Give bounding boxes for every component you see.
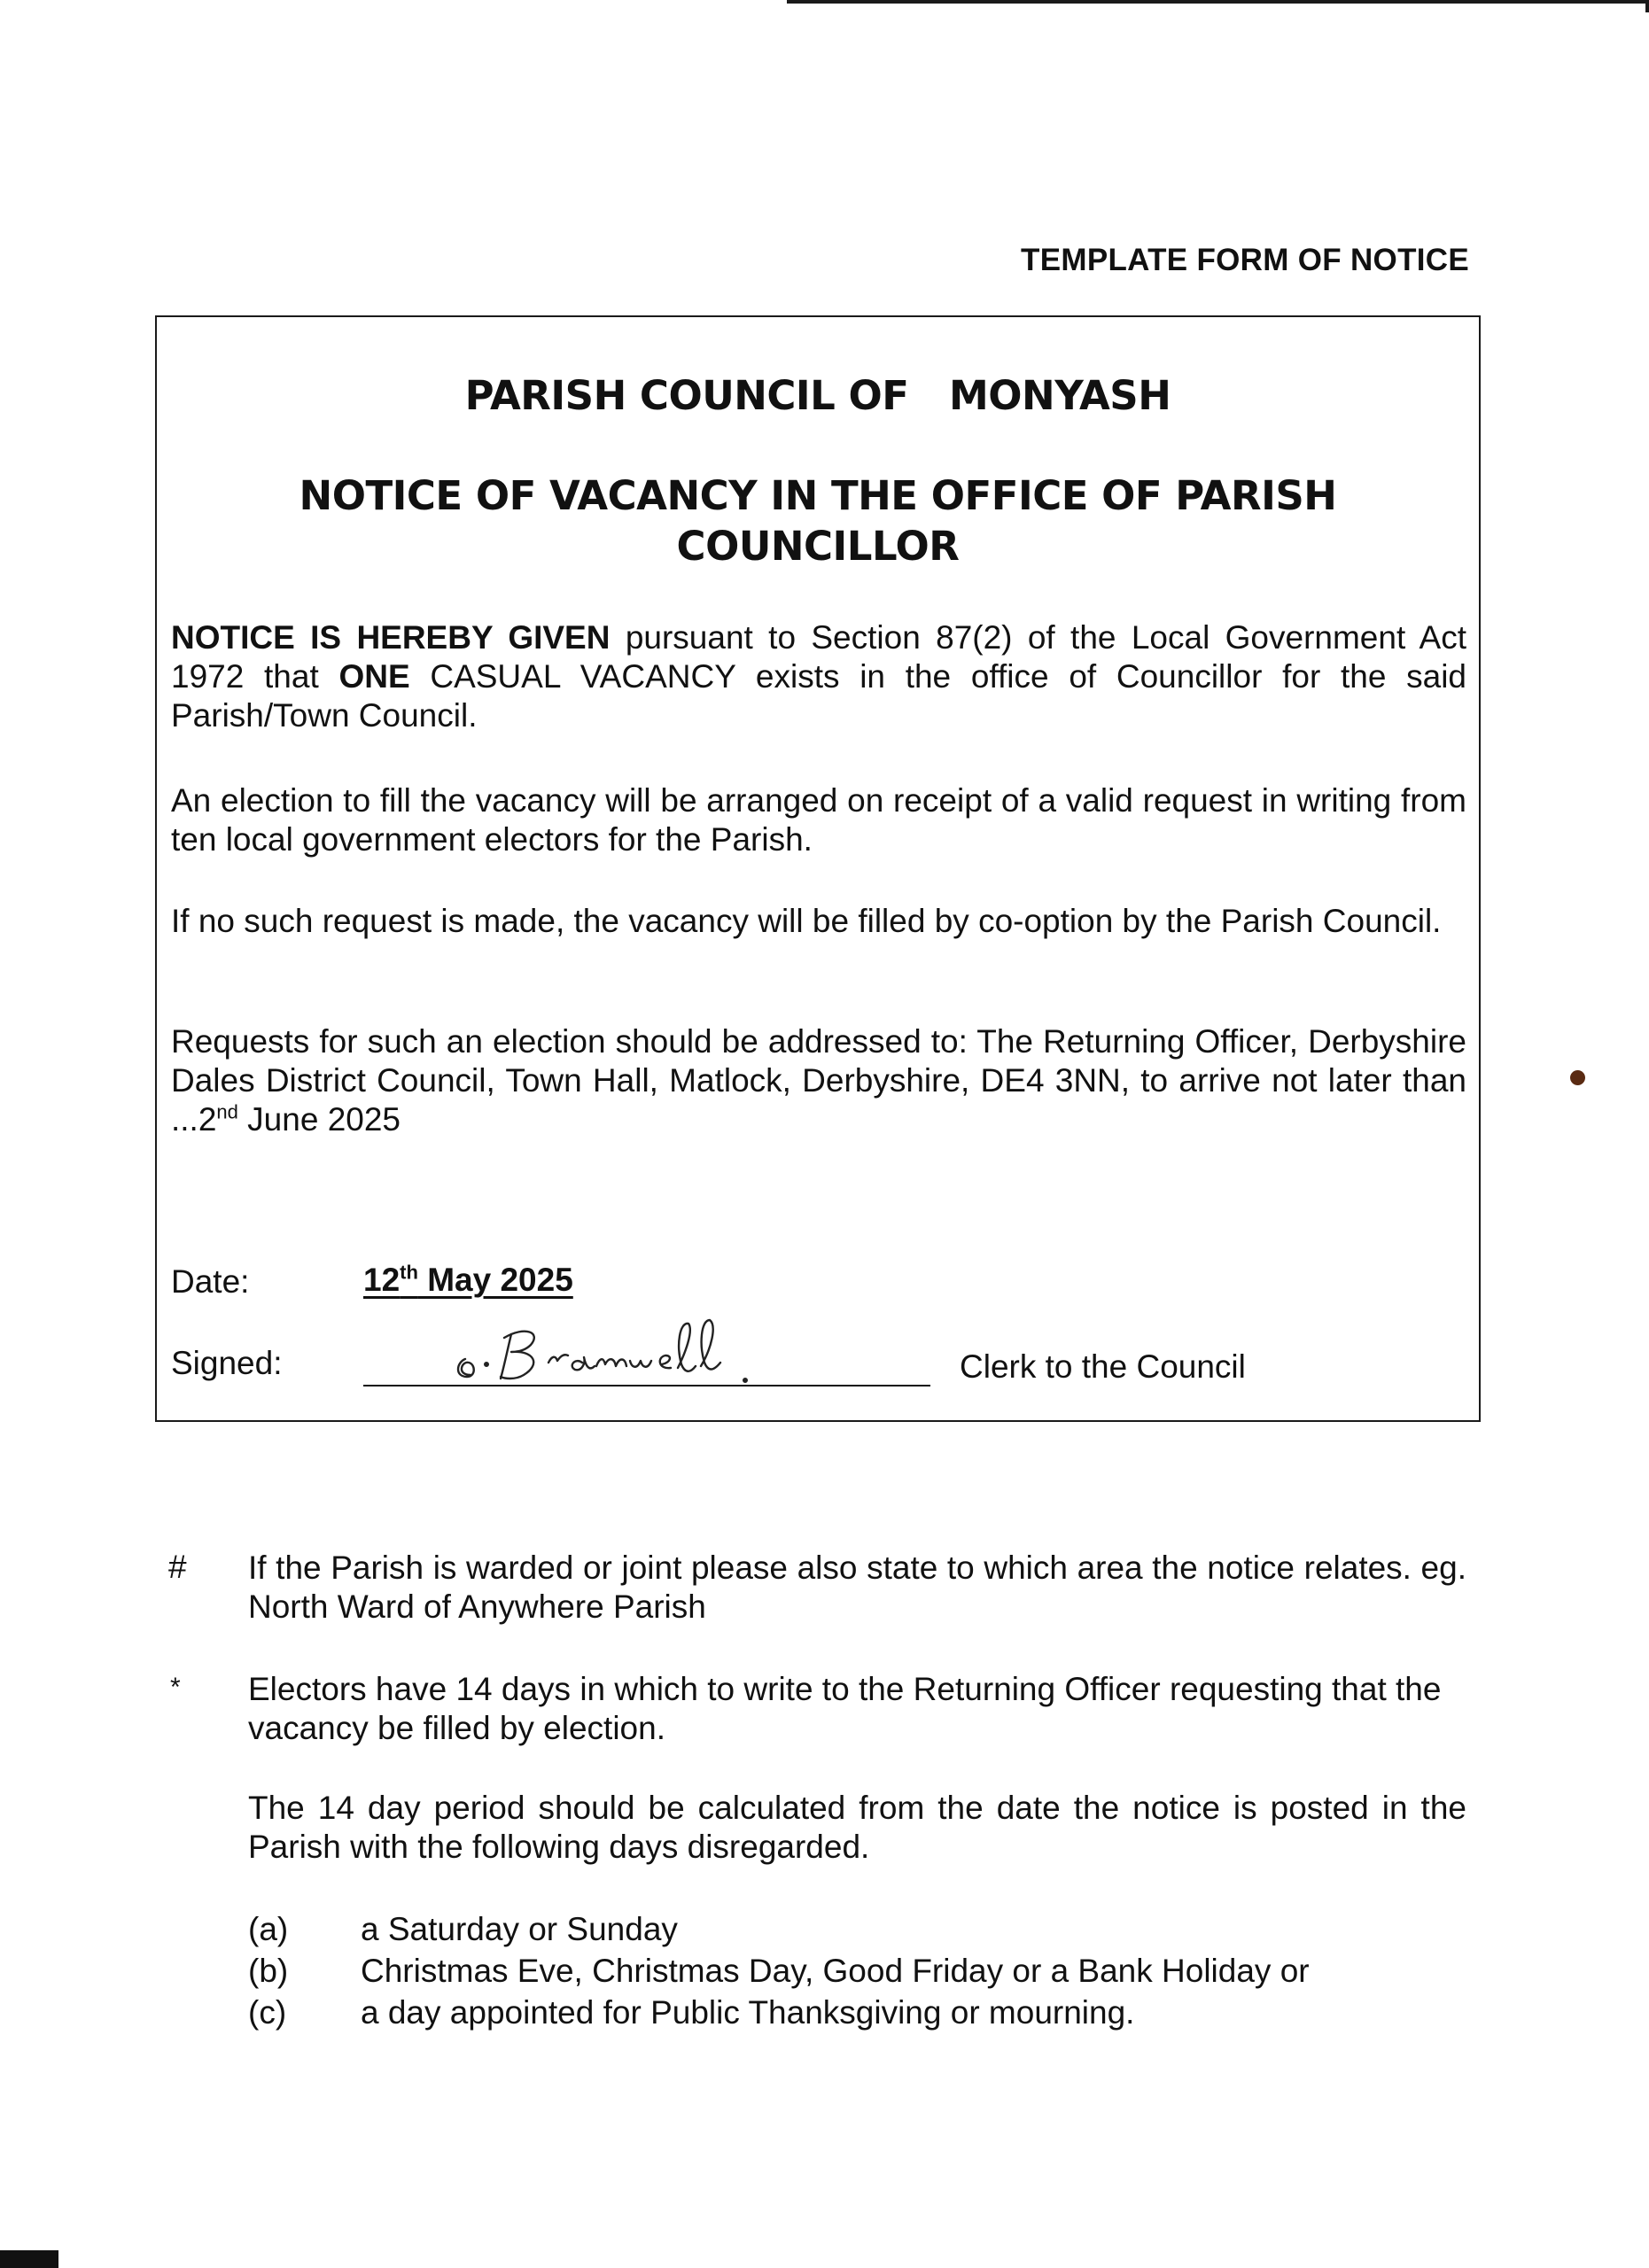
list-item-text: a day appointed for Public Thanksgiving or mourning. [361, 1994, 1135, 2031]
footnote-star-text: Electors have 14 days in which to write to the Returning Officer requesting that the vacancy be filled by election. [248, 1671, 1442, 1746]
notice-box [155, 315, 1481, 1422]
scan-edge-tick [1645, 0, 1649, 12]
notice-lead: NOTICE IS HEREBY GIVEN [171, 619, 611, 656]
scan-speck [1570, 1070, 1585, 1085]
vacancy-count: ONE [338, 658, 410, 695]
list-item-marker: (c) [248, 1994, 287, 2031]
footnote-hash-marker: # [168, 1549, 187, 1585]
request-address-text: Requests for such an election should be addressed to: The Returning Officer, Derbyshire Dales District Council, Town Hall, Matlock, Derbyshire, DE4 3NN, to arrive not later than ...2 [171, 1023, 1466, 1138]
list-item-text: a Saturday or Sunday [361, 1911, 678, 1947]
notice-title: NOTICE OF VACANCY IN THE OFFICE OF PARISH COUNCILLOR [299, 472, 1337, 570]
list-item-text: Christmas Eve, Christmas Day, Good Friday or a Bank Holiday or [361, 1953, 1310, 1989]
date-rest: May 2025 [417, 1262, 573, 1298]
signed-label: Signed: [171, 1345, 283, 1381]
footnote-star-marker: * [170, 1673, 181, 1702]
deadline-ordinal: nd [216, 1100, 238, 1123]
notice-paragraph-2: An election to fill the vacancy will be arranged on receipt of a valid request in writing from ten local government electors for the Parish. [171, 782, 1466, 858]
footnote-hash-text: If the Parish is warded or joint please also state to which area the notice relates. eg. North Ward of Anywhere Parish [248, 1550, 1466, 1625]
date-label: Date: [171, 1263, 250, 1300]
notice-text-b: CASUAL VACANCY exists in the office of Councillor for the said Parish/Town Council. [171, 658, 1467, 734]
list-item-marker: (a) [248, 1911, 289, 1947]
signature-line [363, 1385, 930, 1386]
scan-edge-mark [0, 2250, 58, 2268]
list-item-marker: (b) [248, 1953, 289, 1989]
signature [449, 1299, 804, 1387]
date-day: 12 [363, 1262, 401, 1298]
date-value [363, 1262, 573, 1299]
notice-paragraph-1 [171, 618, 1466, 735]
notice-text-a: pursuant to Section 87(2) of the Local Government Act 1972 that [171, 619, 1467, 695]
notice-paragraph-3: If no such request is made, the vacancy will be filled by co-option by the Parish Council. [171, 903, 1442, 939]
deadline-date: June 2025 [237, 1101, 401, 1138]
template-form-label: TEMPLATE FORM OF NOTICE [1021, 243, 1469, 277]
notice-paragraph-4 [171, 1022, 1466, 1139]
scan-edge-line [787, 0, 1649, 4]
council-title: PARISH COUNCIL OF MONYASH [464, 372, 1171, 419]
date-ordinal: th [400, 1261, 418, 1284]
footnote-period-text: The 14 day period should be calculated from the date the notice is posted in the Parish with the following days disregarded. [248, 1790, 1466, 1865]
clerk-label: Clerk to the Council [960, 1348, 1246, 1385]
